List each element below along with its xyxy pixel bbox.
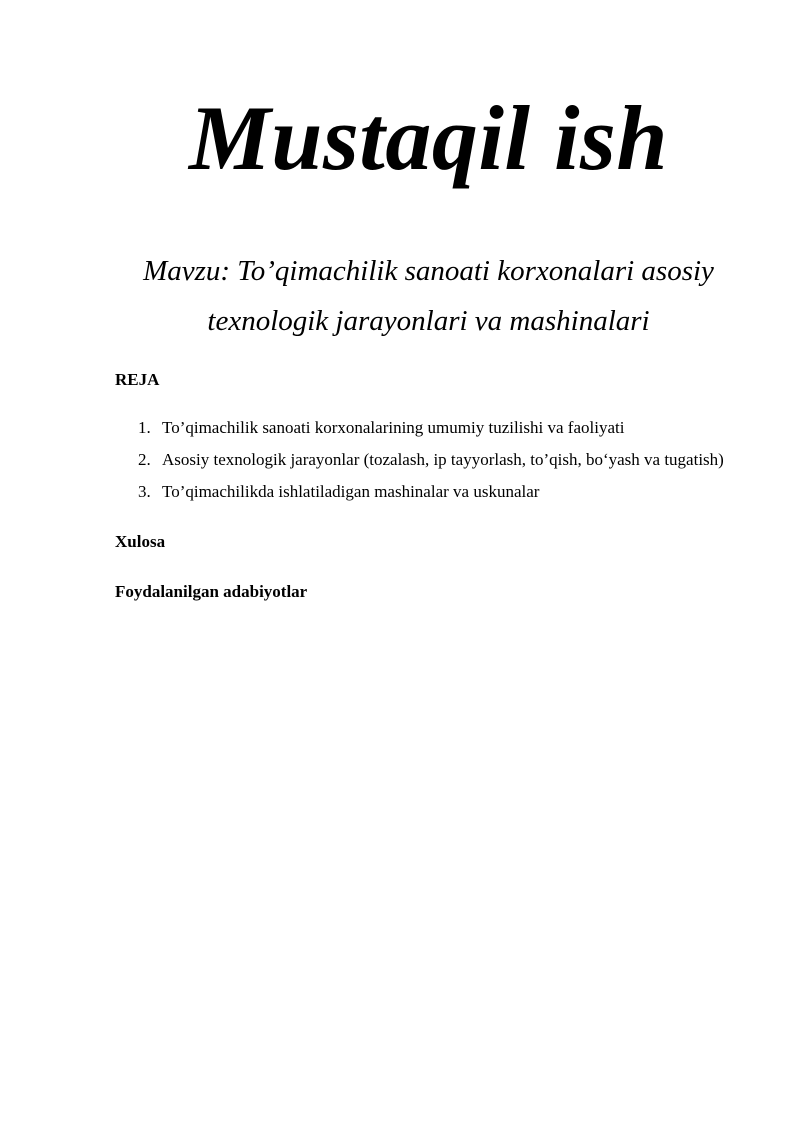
topic-line-2: texnologik jarayonlari va mashinalari	[207, 305, 650, 337]
references-heading: Foydalanilgan adabiyotlar	[115, 582, 308, 601]
plan-list	[115, 412, 742, 508]
plan-item-2	[115, 444, 742, 476]
plan-item-number: 1.	[138, 418, 151, 437]
topic-line-1: Mavzu: To’qimachilik sanoati korxonalari asosiy	[143, 255, 714, 287]
conclusion-heading: Xulosa	[115, 532, 166, 551]
document-title: Mustaqil ish	[189, 87, 668, 189]
plan-heading: REJA	[115, 370, 160, 389]
plan-item-number: 3.	[138, 482, 151, 501]
plan-item-1	[115, 412, 742, 444]
plan-item-number: 2.	[138, 450, 151, 469]
document-topic	[115, 246, 742, 346]
plan-item-text: Asosiy texnologik jarayonlar (tozalash, ip tayyorlash, to’qish, bo‘yash va tugatish)	[162, 450, 724, 469]
plan-item-3	[115, 476, 742, 508]
plan-item-text: To’qimachilik sanoati korxonalarining umumiy tuzilishi va faoliyati	[162, 418, 625, 437]
plan-item-text: To’qimachilikda ishlatiladigan mashinalar va uskunalar	[162, 482, 540, 501]
